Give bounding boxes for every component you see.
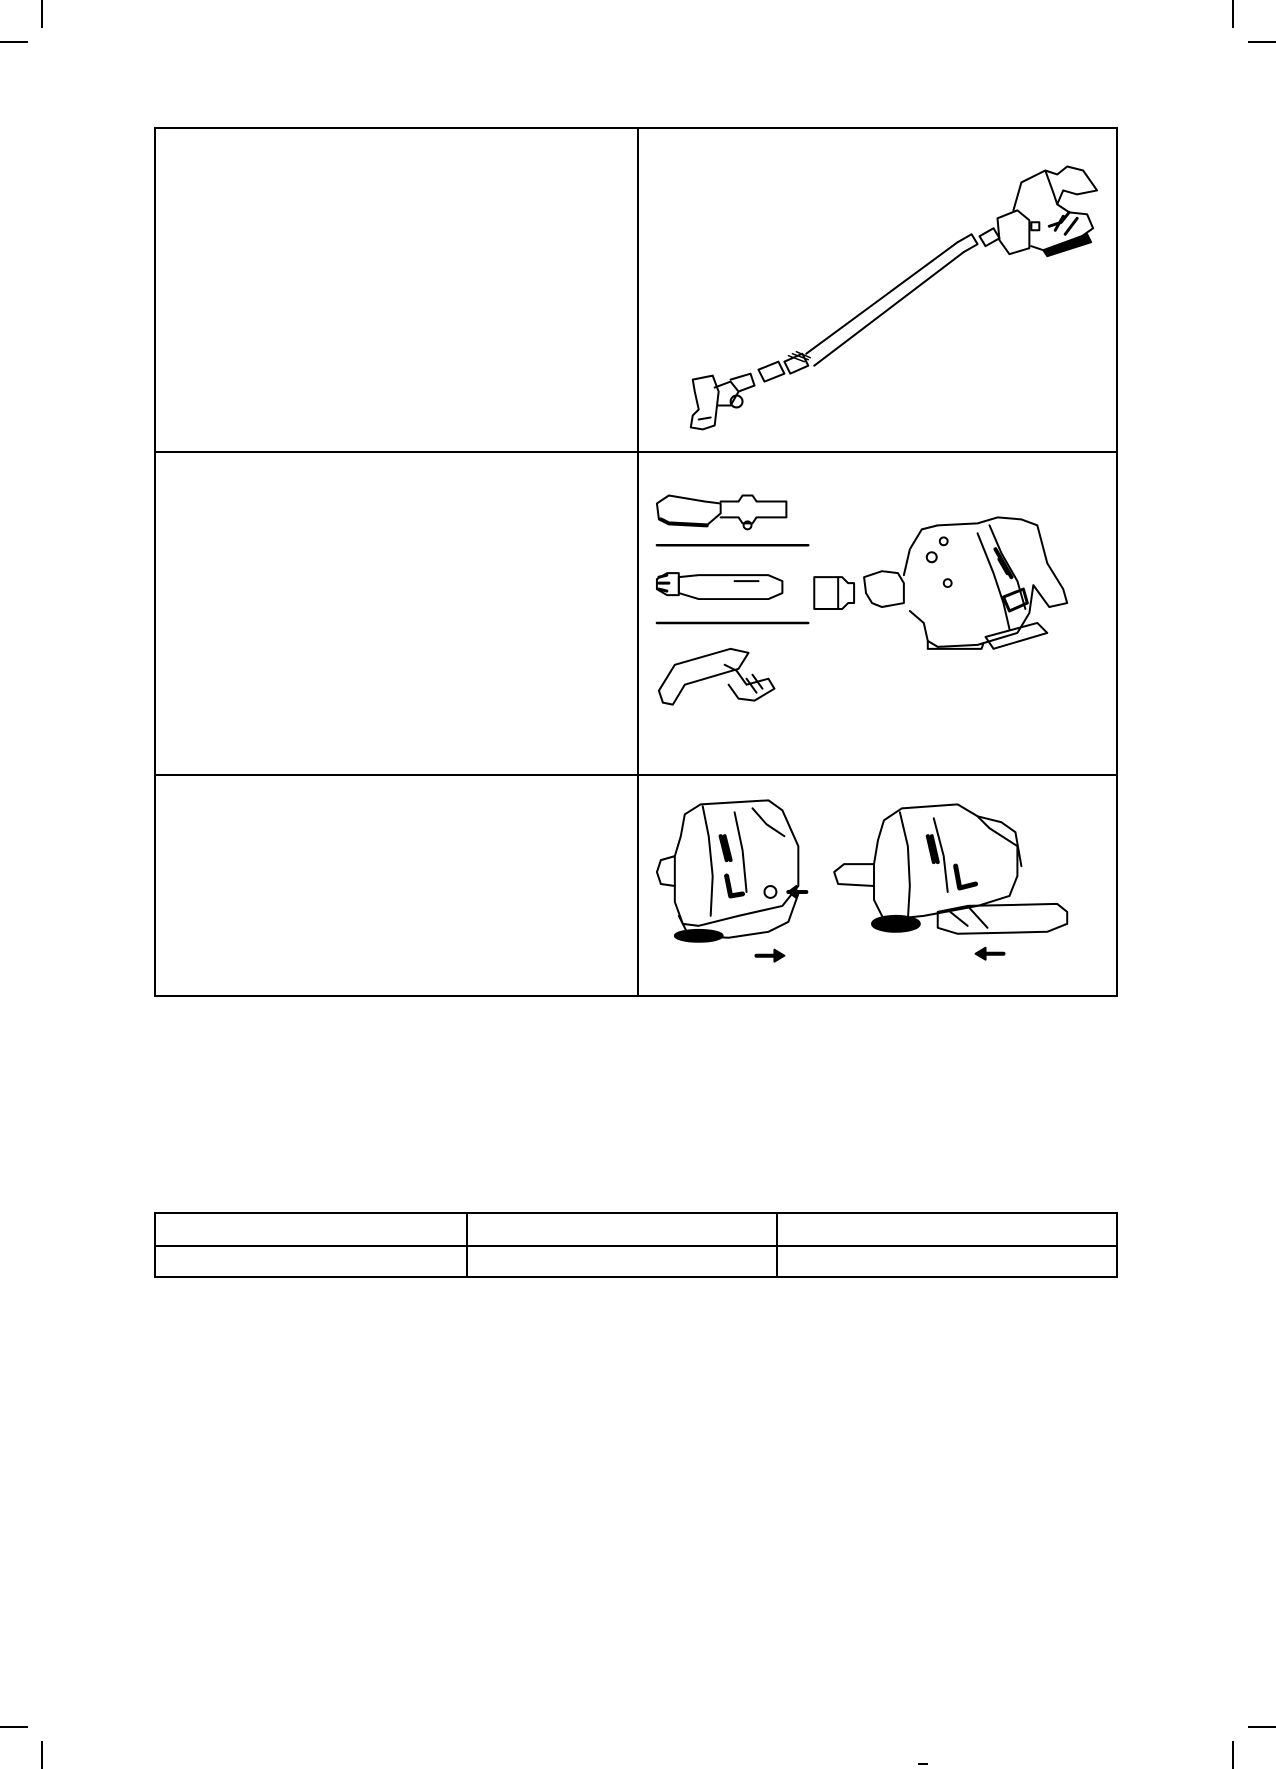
instruction-text-cell [156, 453, 639, 774]
figure-cell [639, 776, 1116, 995]
figure-cell [639, 129, 1116, 451]
table-cell [156, 1247, 468, 1278]
crop-mark-tl-h [0, 41, 28, 43]
instruction-text-cell [156, 776, 639, 995]
table-cell [778, 1247, 1116, 1278]
instruction-text-cell [156, 129, 639, 451]
instruction-row-accessories [156, 451, 1116, 774]
instruction-row-assembly [156, 129, 1116, 451]
crop-mark-tl-v [41, 0, 43, 28]
crop-mark-br-v [1232, 1741, 1234, 1769]
figure-cell [639, 453, 1116, 774]
crop-mark-bottom-center [918, 1763, 928, 1765]
crop-mark-bl-h [0, 1726, 28, 1728]
crop-mark-tr-v [1232, 0, 1234, 28]
crop-mark-br-h [1248, 1726, 1276, 1728]
crop-mark-tr-h [1248, 41, 1276, 43]
stick-vacuum-assembly-icon [639, 129, 1116, 451]
instruction-row-battery [156, 774, 1116, 995]
accessory-tools-icon [639, 453, 1116, 774]
table-row [156, 1247, 1116, 1278]
table-cell [156, 1214, 468, 1245]
instruction-table [154, 127, 1118, 997]
battery-removal-icon [639, 776, 1116, 995]
crop-mark-bl-v [41, 1741, 43, 1769]
table-cell [778, 1214, 1116, 1245]
table-cell [468, 1214, 778, 1245]
table-row [156, 1214, 1116, 1247]
table-cell [468, 1247, 778, 1278]
specification-table [154, 1212, 1118, 1278]
